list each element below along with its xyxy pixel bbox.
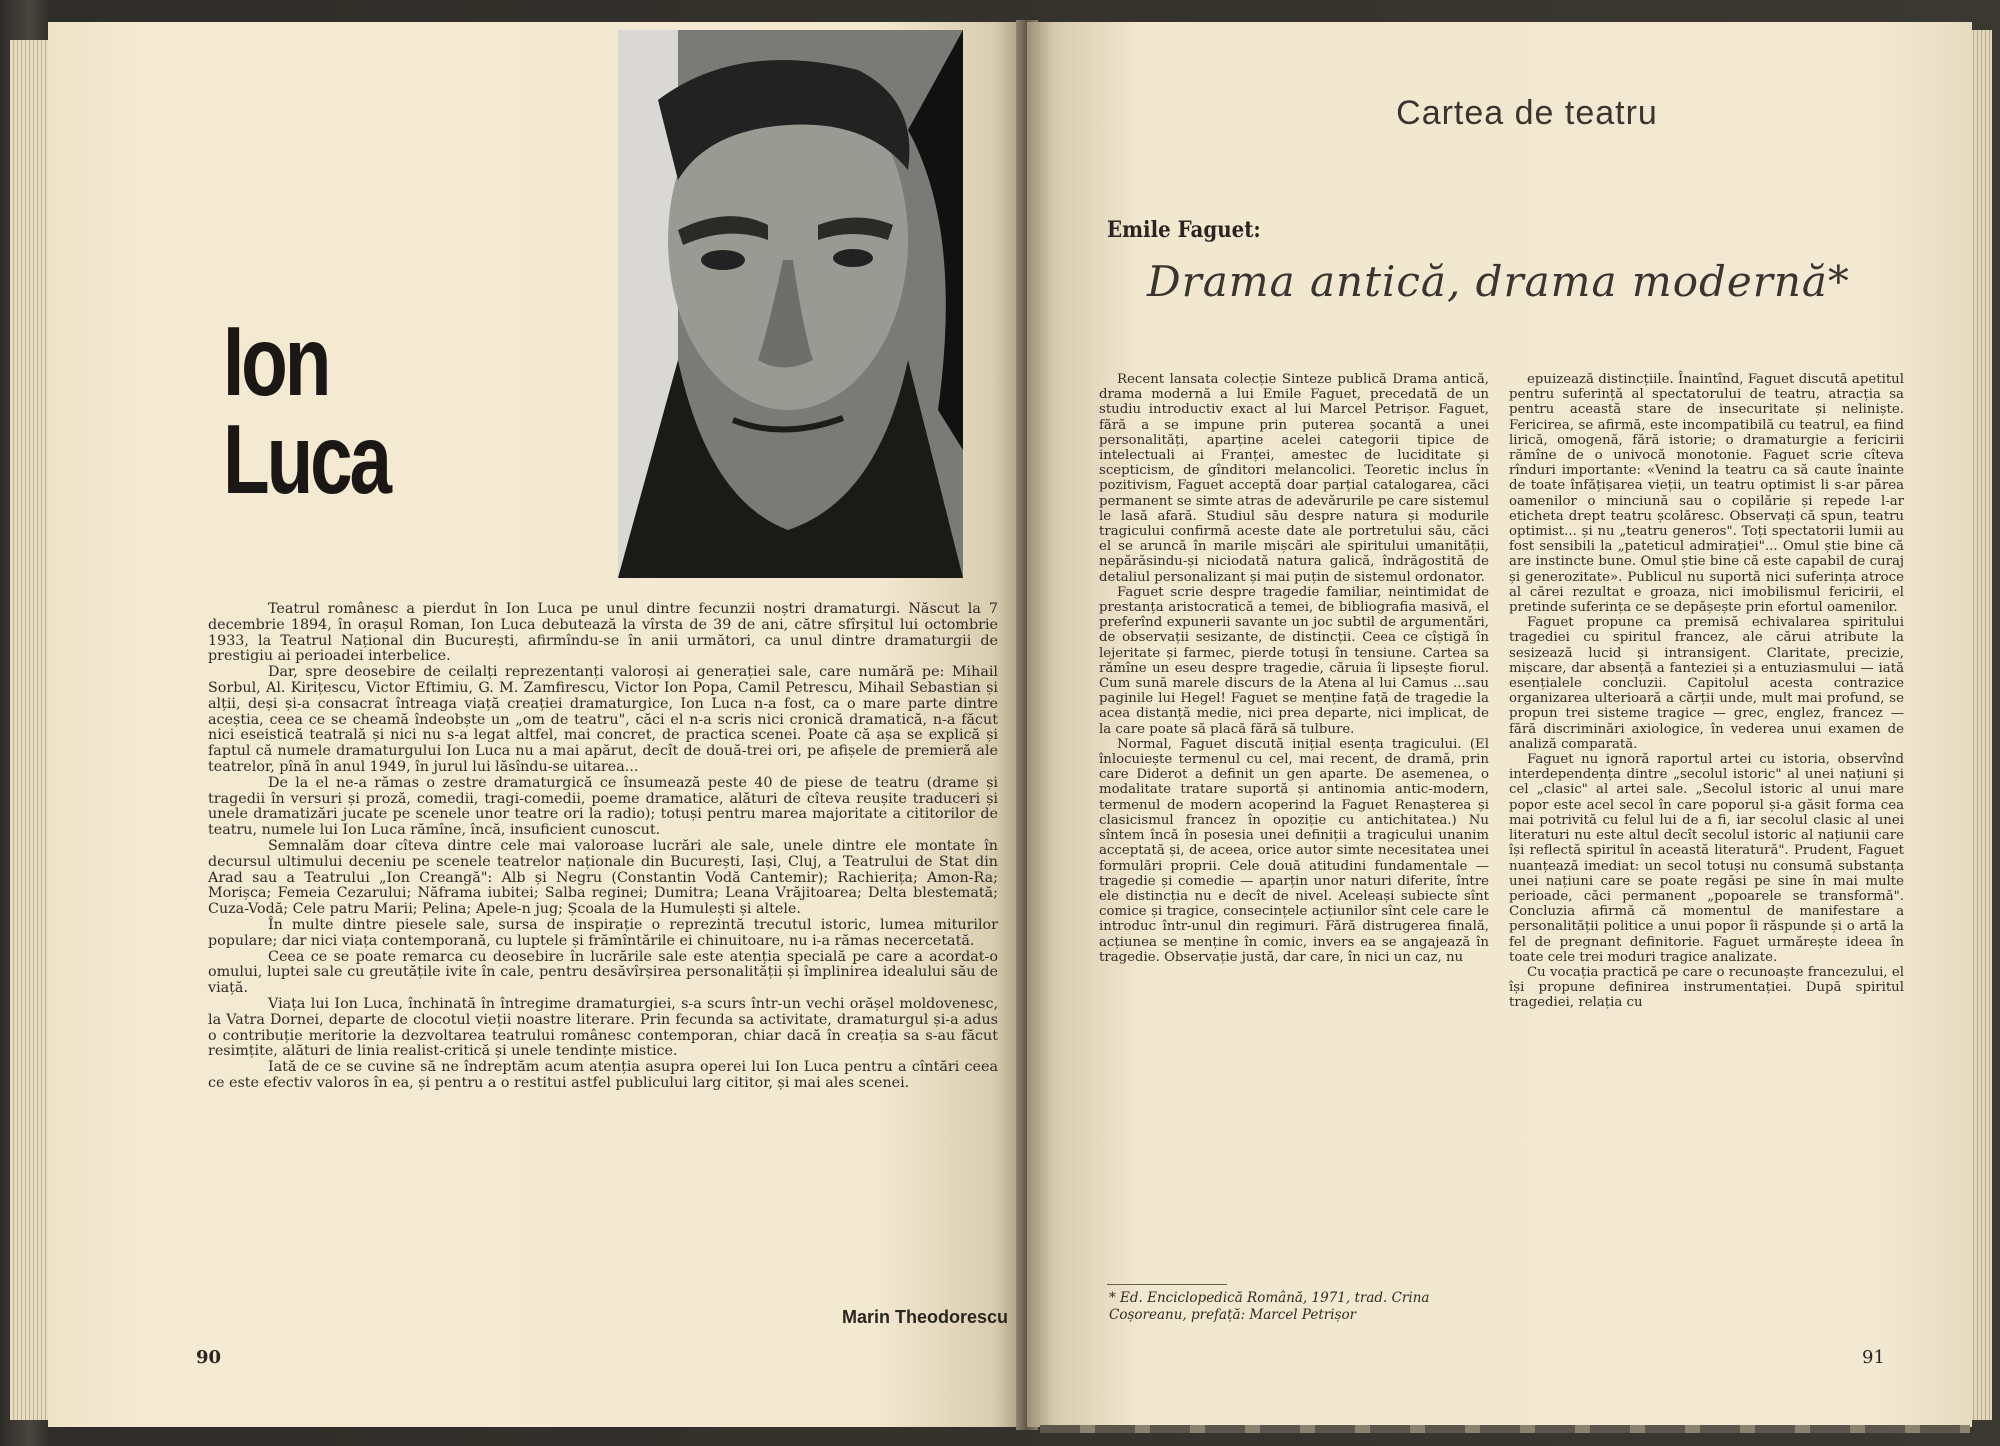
paragraph: Teatrul românesc a pierdut în Ion Luca pe unul dintre fecunzii noștri dramaturgi. Născut la 7 decembrie 1894, în orașul Roman, Ion Luca debutează la vîrsta de 39 de ani, către sfîrșitul lui octombrie 1933, la Teatrul Național din București, afirmîndu-se în anii următori, ca unul dintre dramaturgii de prestigiu ai perioadei interbelice. [208,601,998,665]
footnote: * Ed. Enciclopedică Română, 1971, trad. Crina Coșoreanu, prefață: Marcel Petrișor [1109,1290,1430,1323]
paragraph: Ceea ce se poate remarca cu deosebire în lucrările sale este atenția specială pe care a acordat-o omului, luptei sale cu greutățile ivite în cale, pentru desăvîrșirea personalității și împlinirea idealului său de viață. [208,948,998,997]
paragraph: Viața lui Ion Luca, închinată în întregime dramaturgiei, s-a scurs într-un vechi orășel moldovenesc, la Vatra Dornei, departe de clocotul vieții noastre literare. Prin fecunda sa activitate, dramaturgul și-a adus o contribuție meritorie la dezvoltarea teatrului românesc contemporan, chiar dacă în creația sa s-au făcut resimțite, alături de linia realist-critică și unele tendințe mistice. [208,995,998,1060]
article-title-right: Drama antică, drama modernă* [1147,257,1850,306]
left-page-edges [10,40,50,1420]
right-page-edges [1970,30,1992,1420]
page-number-right: 91 [1862,1347,1885,1368]
paragraph: Recent lansata colecție Sinteze publică Drama antică, drama modernă a lui Emile Faguet, precedată de un studiu introductiv exact al lui Marcel Petrișor. Faguet, fără a se impune prin puterea șocantă a unei personalități, aparține acelei categorii tipice de intelectuali ai Franței, amestec de luciditate și scepticism, de gînditori melancolici. Teoretic inclus în pozitivism, Faguet acceptă doar parțial catalogarea, căci permanent se simte atras de adevărurile pe care sistemul le lasă afară. Studiul său despre natura și modurile tragicului confirmă aceste date ale portretului său, căci el se aruncă în marile mișcări ale spiritului umanității, nepărăsindu-și niciodată natura galică, îndrăgostită de detaliul personalizant și mai puțin de sistemul ordonator. [1099,372,1489,585]
paragraph: Semnalăm doar cîteva dintre cele mai valoroase lucrări ale sale, unele dintre ele montate în decursul ultimului deceniu pe scenele teatrelor naționale din București, Iași, Cluj, a Teatrului de Stat din Arad sau a Teatrului „Ion Creangă": Alb și Negru (Constantin Vodă Cantemir); Rachierița; Amon-Ra; Morișca; Femeia Cezarului; Năframa iubitei; Salba reginei; Dumitra; Leana Vrăjitoarea; Delta blestemată; Cuza-Vodă; Cele patru Marii; Pelina; Apele-n jug; Școala de la Humulești și altele. [208,837,998,918]
book-bottom-edge [1040,1425,1970,1433]
paragraph: Iată de ce se cuvine să ne îndreptăm acum atenția asupra operei lui Ion Luca pentru a cîntări ceea ce este efectiv valoros în ea, și pentru a o restitui astfel publicului larg cititor, și mai ales scenei. [208,1059,998,1091]
left-page [48,22,1023,1427]
paragraph: Faguet scrie despre tragedie familiar, neintimidat de prestanța aristocratică a temei, de bibliografia masivă, el preferînd expunerii savante un joc subtil de argumentări, de observații sesizante, de distincții. Ceea ce cîștigă în lejeritate și farmec, pierde totuși în tensiune. Cartea sa rămîne un eseu despre tragedie, căruia îi lipsește fiorul. Cum sună marele discurs de la Atena al lui Camus ...sau paginile lui Hegel! Faguet se menține față de tragedie la acea distanță medie, nici prea departe, nici implicat, de la care poate să placă fără să tulbure. [1099,584,1489,737]
paragraph: În multe dintre piesele sale, sursa de inspirație o reprezintă trecutul istoric, lumea miturilor populare; dar nici viața contemporană, cu luptele și frămîntările ei chinuitoare, nu i-a rămas necercetată. [208,916,998,949]
left-article-body [208,602,998,1092]
paragraph: Cu vocația practică pe care o recunoaște francezului, el își propune definirea instrumentației. După spiritul tragediei, relația cu [1509,964,1905,1011]
paragraph: Faguet nu ignoră raportul artei cu istoria, observînd interdependența dintre „secolul istoric" al unei națiuni și cel „clasic" al artei sale. „Secolul istoric al unui mare popor este acel secol în care poporul și-a găsit forma cea mai potrivită cu felul lui de a fi, iar secolul clasic al unei literaturi nu este altul decît secolul istoric al națiunii care își reflectă spiritul în această literatură". Prudent, Faguet nuanțează imediat: un secol totuși nu consumă substanța unei națiuni care se poate regăsi pe sine în mai multe perioade, căci permanent „popoarele se transformă". Concluzia afirmă că momentul de manifestare a personalității politice a unui popor îi răspunde și o artă la fel de pregnant definitorie. Faguet urmărește ideea în toate cele trei moduri tragice analizate. [1509,752,1904,965]
section-title: Cartea de teatru [1396,94,1658,132]
paragraph: De la el ne-a rămas o zestre dramaturgică ce însumează peste 40 de piese de teatru (drame și tragedii în versuri și proză, comedii, tragi-comedii, poeme dramatice, alături de cîteva reușite traduceri și unele dramatizări jucate pe scenele unor teatre ori la radio); totuși pentru marea majoritate a cititorilor de teatru, numele lui Ion Luca rămîne, încă, insuficient cunoscut. [208,774,998,839]
paragraph: Normal, Faguet discută inițial esența tragicului. (El înlocuiește termenul cu cel, mai recent, de dramă, prin care Diderot a definit un gen aparte. De asemenea, o modalitate tratare suportă și antinomia antic-modern, termenul de modern acoperind la Faguet Renașterea și clasicismul francez în opoziție cu antichitatea.) Nu sîntem încă în posesia unei definiții a tragicului unanim acceptată și, de aceea, orice autor simte necesitatea unei formulări proprii. Cele două atitudini fundamentale — tragedie și comedie — aparțin unor naturi diferite, între ele distincția nu e decît de nivel. Aceleași subiecte sînt comice și tragice, consecințele acțiunilor sînt cele care le introduc într-unul din regimuri. Fără distrugerea finală, acțiunea se menține în comic, invers ea se angajează în tragedie. Observație justă, dar care, în nici un caz, nu [1099,736,1489,965]
text-column-1 [1099,372,1489,965]
page-number-left: 90 [196,1347,222,1368]
footnote-divider [1107,1284,1227,1285]
article-title: Ion Luca [223,306,389,514]
article-author: Emile Faguet: [1107,217,1261,243]
paragraph: epuizează distincțiile. Înaintînd, Faguet discută apetitul pentru suferință al spectatorului de teatru, atracția sa pentru această stare de insecuritate și neliniște. Fericirea, se afirmă, este incompatibilă cu teatrul, ea fiind lirică, omogenă, fără istorie; o dramaturgie a fericirii rămîne de o univocă monotonie. Faguet scrie cîteva rînduri importante: «Venind la teatru ca să caute înainte de toate înfățișarea vieții, un teatru optimist li s-ar părea oamenilor o minciună sau o copilărie și repede l-ar eticheta drept teatru școlăresc. Observați că spun, teatru optimist... și nu „teatru generos". Toți spectatorii lumii au fost sensibili la „pateticul admirației"... Omul știe bine că are instincte bune. Omul știe bine că este capabil de curaj și generozitate». Publicul nu suportă nici suferința atroce al cărei rezultat e groaza, nici imobilismul fericirii, el pretinde suferința ce se depășește prin efortul oamenilor. [1509,372,1904,616]
right-page [1027,22,1972,1427]
author-signature: Marin Theodorescu [841,1307,1008,1327]
text-column-2 [1509,372,1904,1011]
paragraph: Faguet propune ca premisă echivalarea spiritului tragediei cu spiritul francez, ale cărui atribute la sesizează lucid și intransigent. Claritate, precizie, mișcare, dar absență a fanteziei și a entuziasmului — iată esențialele concluzii. Capitolul acesta contrazice organizarea ulterioară a cărții unde, mult mai profund, se propun trei sisteme tragice — grec, englez, francez — fără discriminări axiologice, în vederea unui examen de analiză comparată. [1509,615,1904,752]
portrait-photo [618,30,963,578]
portrait-illustration [618,30,963,578]
paragraph: Dar, spre deosebire de ceilalți reprezentanți valoroși ai generației sale, care numără pe: Mihail Sorbul, Al. Kirițescu, Victor Eftimiu, G. M. Zamfirescu, Victor Ion Popa, Camil Petrescu, Mihail Sebastian și alții, deși și-a consacrat întreaga viață creației dramaturgice, Ion Luca n-a fost, ca o mare parte dintre aceștia, ceea ce se cheamă îndeobște un „om de teatru", căci el n-a scris nici cronică dramatică, n-a făcut nici eseistică teatrală și nici nu s-a legat altfel, mai concret, de practica scenei. Poate că așa se explică și faptul că numele dramaturgului Ion Luca nu a mai apărut, decît de două-trei ori, pe afișele de premieră ale teatrelor, pînă în anul 1949, în jurul lui lăsîndu-se uitarea... [208,664,998,775]
